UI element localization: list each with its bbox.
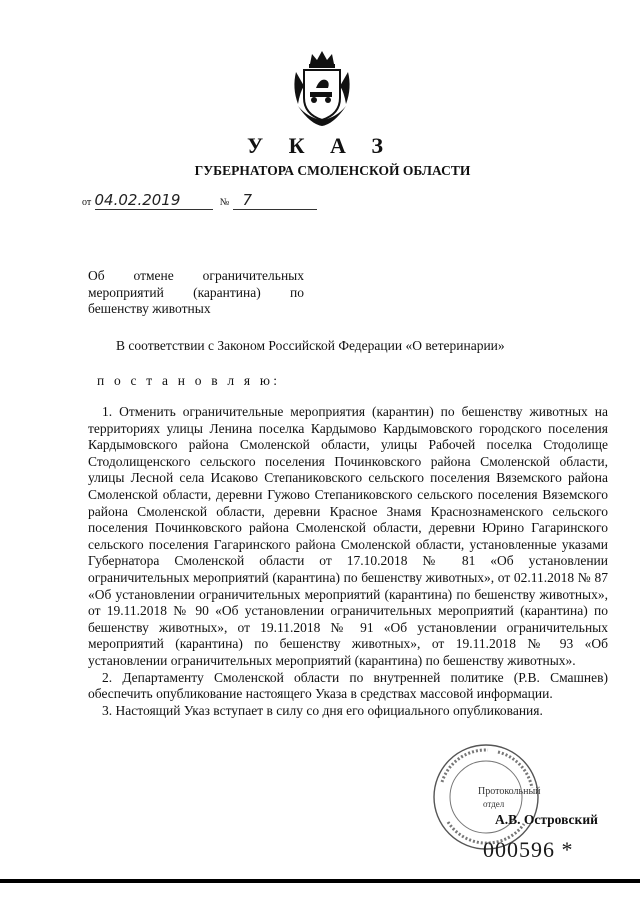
document-subject bbox=[88, 268, 304, 318]
document-body bbox=[88, 404, 608, 719]
registration-number: 000596 * bbox=[483, 837, 574, 862]
subject-line: мероприятий (карантина) по bbox=[88, 284, 304, 300]
subject-line: Об отмене ограничительных bbox=[88, 268, 304, 283]
signature-name: А.В. Островский bbox=[495, 812, 598, 827]
date-number-line bbox=[82, 191, 317, 210]
legal-basis: В соответствии с Законом Российской Федерации «О ветеринарии» bbox=[116, 338, 505, 353]
number-value: 7 bbox=[233, 191, 317, 210]
document-subtitle: ГУБЕРНАТОРА СМОЛЕНСКОЙ ОБЛАСТИ bbox=[194, 163, 471, 178]
date-label: от bbox=[82, 197, 92, 208]
bottom-divider bbox=[0, 879, 640, 883]
body-paragraph: 3. Настоящий Указ вступает в силу со дня его официального опубликования. bbox=[102, 702, 543, 718]
document-title: У К А З bbox=[246, 133, 394, 158]
stamp-text: Протокольный bbox=[478, 786, 541, 797]
decree-word: п о с т а н о в л я ю: bbox=[97, 373, 281, 388]
subject-line: бешенству животных bbox=[88, 301, 211, 316]
date-value: 04.02.2019 bbox=[95, 191, 213, 210]
round-stamp bbox=[428, 742, 544, 852]
body-paragraph: 1. Отменить ограничительные мероприятия (карантин) по бешенству животных на территориях улицы Ленина поселка Кардымово Кардымовского городского поселения Кардымовского района Смоленской области, улицы Рабочей поселка Стодолище Стодолищенского сельского поселения Починковского района Смоленской области, улицы Лесной села Исаково Степаниковского сельского поселения Вяземского района Смоленской области, деревни Гужово Степаниковского сельского поселения Вяземского района Смоленской области, деревни Красное Знамя Краснознаменского сельского поселения Починковского района Смоленской области, деревни Юрино Гагаринского сельского поселения Гагаринского района Смоленской области, установленные указами Губернатора Смоленской области от 17.10.2018 № 81 «Об установлении ограничительных мероприятий (карантина) по бешенству животных», от 02.11.2018 № 87 «Об установлении ограничительных мероприятий (карантина) по бешенству животных», от 19.11.2018 № 90 «Об установлении ограничительных мероприятий (карантина) по бешенству животных», от 19.11.2018 № 91 «Об установлении ограничительных мероприятий (карантина) по бешенству животных», от 19.11.2018 № 93 «Об установлении ограничительных мероприятий (карантина) по бешенству животных». bbox=[88, 404, 608, 668]
number-label: № bbox=[219, 197, 230, 208]
coat-of-arms-emblem bbox=[290, 48, 354, 128]
body-paragraph: 2. Департаменту Смоленской области по внутренней политике (Р.В. Смашнев) обеспечить опубликование настоящего Указа в средствах массовой информации. bbox=[88, 669, 608, 702]
stamp-text: отдел bbox=[483, 799, 505, 809]
